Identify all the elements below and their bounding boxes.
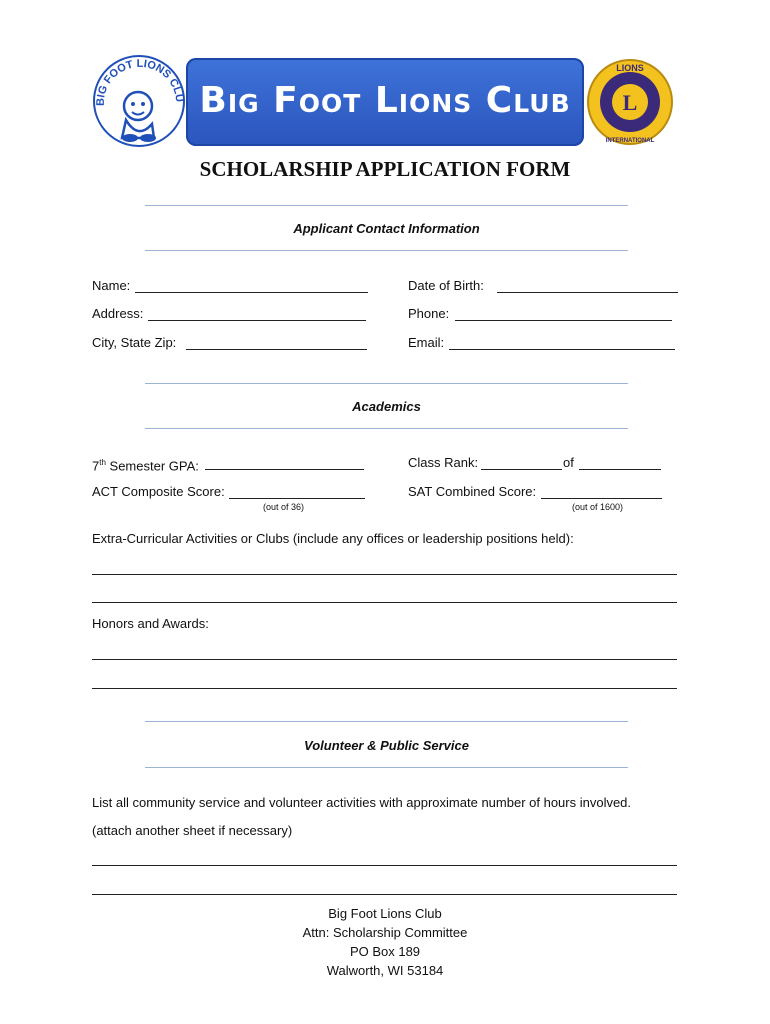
class-rank-of-label: of (563, 455, 574, 470)
city-label: City, State Zip: (92, 335, 177, 350)
gpa-suffix: th (99, 458, 106, 467)
section-academics-title: Academics (352, 399, 421, 414)
extracurricular-line-2[interactable] (92, 602, 677, 603)
name-field[interactable] (135, 292, 368, 293)
sat-field[interactable] (541, 498, 662, 499)
class-rank-total-field[interactable] (579, 469, 661, 470)
dob-label: Date of Birth: (408, 278, 484, 293)
address-label: Address: (92, 306, 144, 321)
honors-line-2[interactable] (92, 688, 677, 689)
section-rule (145, 383, 628, 384)
act-field[interactable] (229, 498, 365, 499)
section-rule (145, 250, 628, 251)
extracurricular-label: Extra-Curricular Activities or Clubs (include any offices or leadership positions held): (92, 531, 574, 546)
act-label: ACT Composite Score: (92, 484, 225, 499)
section-rule (145, 205, 628, 206)
gpa-label (92, 455, 199, 474)
club-banner (186, 58, 584, 146)
email-label: Email: (408, 335, 445, 350)
class-rank-label: Class Rank: (408, 455, 479, 470)
address-line-1: Big Foot Lions Club (328, 906, 442, 921)
sat-note: (out of 1600) (572, 502, 624, 512)
club-logo-left (92, 54, 186, 148)
volunteer-list-label: List all community service and volunteer activities with approximate number of hours involved. (92, 795, 632, 810)
address-line-4: Walworth, WI 53184 (326, 963, 444, 978)
phone-label: Phone: (408, 306, 450, 321)
address-field[interactable] (148, 320, 366, 321)
section-rule (145, 721, 628, 722)
extracurricular-line-1[interactable] (92, 574, 677, 575)
lions-international-logo (584, 56, 676, 148)
class-rank-field[interactable] (481, 469, 562, 470)
section-rule (145, 428, 628, 429)
right-logo-letter: L (622, 90, 638, 115)
left-logo-text: BIG FOOT LIONS CLU (94, 57, 186, 107)
address-line-2: Attn: Scholarship Committee (302, 925, 468, 940)
email-field[interactable] (449, 349, 675, 350)
attach-note: (attach another sheet if necessary) (92, 823, 293, 838)
section-rule (145, 767, 628, 768)
sat-label: SAT Combined Score: (408, 484, 537, 499)
lions-emblem-icon (584, 56, 676, 148)
section-contact-title: Applicant Contact Information (293, 221, 480, 236)
right-logo-top: LIONS (616, 63, 644, 73)
section-volunteer-title: Volunteer & Public Service (304, 738, 469, 753)
lion-mascot-icon (92, 54, 186, 148)
address-line-3: PO Box 189 (349, 944, 421, 959)
act-note: (out of 36) (263, 502, 305, 512)
dob-field[interactable] (497, 292, 678, 293)
honors-line-1[interactable] (92, 659, 677, 660)
city-field[interactable] (186, 349, 367, 350)
mailing-address (0, 904, 770, 980)
gpa-field[interactable] (205, 469, 364, 470)
gpa-text: Semester GPA: (105, 458, 199, 474)
gpa-number: 7 (92, 458, 100, 474)
banner-title: Big Foot Lions Club (199, 80, 571, 121)
volunteer-line-2[interactable] (92, 894, 677, 895)
form-title: SCHOLARSHIP APPLICATION FORM (199, 157, 571, 181)
honors-label: Honors and Awards: (92, 616, 209, 631)
name-label: Name: (92, 278, 131, 293)
volunteer-line-1[interactable] (92, 865, 677, 866)
phone-field[interactable] (455, 320, 672, 321)
right-logo-bottom: INTERNATIONAL (605, 138, 655, 144)
